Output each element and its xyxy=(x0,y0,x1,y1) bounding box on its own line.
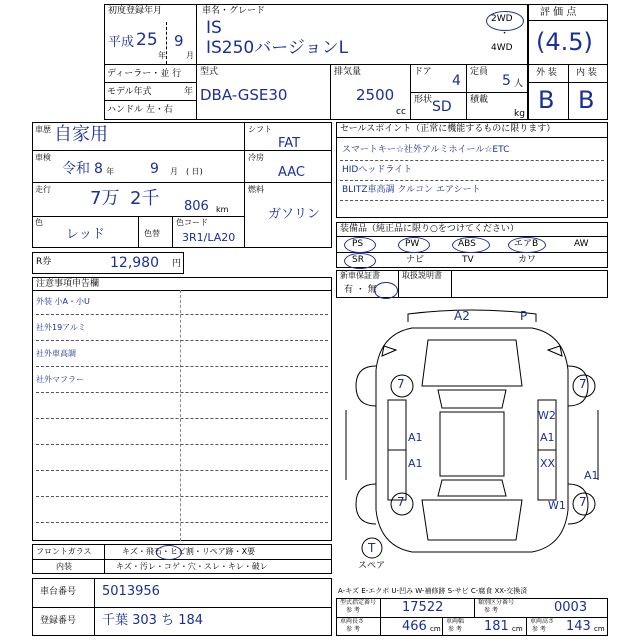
door-label: ドア xyxy=(414,67,432,77)
note-line-3: 社外車高調 xyxy=(36,349,76,358)
sales-line-1: スマートキー☆社外アルミホイール☆ETC xyxy=(342,145,510,155)
int-label: 内 装 xyxy=(576,68,597,78)
shift-value: FAT xyxy=(278,136,301,151)
manual-label: 取扱説明書 xyxy=(402,271,442,280)
dmg-xx: XX xyxy=(540,457,556,470)
displacement: 2500 xyxy=(356,86,395,104)
load-label: 積載 xyxy=(470,95,489,105)
car-name: IS xyxy=(206,18,222,38)
length-label: 車両長さ xyxy=(340,618,365,625)
mileage-label: 走行 xyxy=(35,185,51,194)
shift-label: シフト xyxy=(248,125,272,134)
note-rule xyxy=(36,418,328,419)
model-year-unit: 年 xyxy=(184,87,194,97)
class-label: 類別区分番号 xyxy=(478,599,515,606)
class-sub: 参 考 xyxy=(484,607,498,614)
equip-airbag: エアB xyxy=(514,239,539,249)
use-value: 自家用 xyxy=(54,124,108,145)
km-unit: km xyxy=(216,205,229,214)
mileage-rest: 806 xyxy=(184,199,209,214)
equipment-title: 装備品（純正品に限り○をつけてください） xyxy=(340,224,519,234)
equip-tv: TV xyxy=(462,255,474,265)
model-code: DBA-GSE30 xyxy=(200,86,288,104)
chip-circle xyxy=(156,545,182,560)
note-line-2: 社外19アルミ xyxy=(36,323,86,332)
chassis-number: 5013956 xyxy=(102,584,160,599)
car-name-label: 車名・グレード xyxy=(202,6,266,16)
score-value: (4.5) xyxy=(536,28,593,56)
recycle-yen: 円 xyxy=(172,259,182,269)
height-unit: cm xyxy=(594,625,605,633)
width-sub: 参 考 xyxy=(448,626,462,633)
model-year-label: モデル年式 xyxy=(107,87,152,97)
warranty-label: 新車保証書 xyxy=(340,271,380,280)
dmg-rear-left-tire: 7 xyxy=(397,495,405,509)
fuel-label: 燃料 xyxy=(248,185,264,194)
inspection-day: ( 日) xyxy=(186,167,203,176)
note-rule xyxy=(36,392,328,393)
spare-tire: T xyxy=(368,541,376,555)
reg-year: 25 xyxy=(136,30,158,50)
equip-pw: PW xyxy=(405,239,420,249)
score-label: 評 価 点 xyxy=(540,7,577,18)
equip-navi: ナビ xyxy=(406,255,425,265)
inspection-label: 車検 xyxy=(35,153,51,162)
model-code-label: 型式 xyxy=(200,67,219,77)
note-rule xyxy=(36,522,328,523)
dealer-label: ディーラー・並 行 xyxy=(107,69,182,79)
color-code: 3R1/LA20 xyxy=(182,231,236,244)
inspection-month-unit: 月 xyxy=(170,167,178,176)
mileage-man: 7万 xyxy=(90,188,120,209)
interior-label: 内装 xyxy=(56,562,72,571)
dmg-w2: W2 xyxy=(538,409,556,422)
width-label: 車両幅 xyxy=(446,618,465,625)
inspection-year: 8 xyxy=(94,161,103,177)
car-damage-diagram xyxy=(336,300,608,582)
note-line-1: 外装 小A・小U xyxy=(36,297,90,306)
note-rule xyxy=(36,366,328,367)
kg-unit: kg xyxy=(514,109,525,119)
drive-dot: ・ xyxy=(500,29,510,39)
mileage-sen: 2千 xyxy=(130,188,160,209)
sales-title: セールスポイント（正常に機能するものに限ります） xyxy=(340,124,556,134)
capacity-unit: 人 xyxy=(514,79,524,89)
drive-2wd: 2WD xyxy=(491,14,513,24)
dmg-a1-left-2: A1 xyxy=(408,457,423,470)
warranty-value: 有 ・ 無 xyxy=(344,285,377,295)
note-line-4: 社外マフラー xyxy=(36,375,84,384)
warranty-none-circle xyxy=(374,282,398,299)
use-label: 車歴 xyxy=(35,125,51,134)
equip-sr: SR xyxy=(352,255,364,265)
height-label: 車両高さ xyxy=(530,618,555,625)
dmg-rear-right-tire: 7 xyxy=(579,495,587,509)
spare-label: スペア xyxy=(358,561,386,571)
handle-label: ハンドル 左・右 xyxy=(107,105,173,115)
header-box xyxy=(104,4,528,120)
first-reg-label: 初度登録年月 xyxy=(108,6,163,16)
length-sub: 参 考 xyxy=(346,626,360,633)
ext-grade: B xyxy=(538,86,555,114)
reg-month: 9 xyxy=(174,32,184,50)
sales-line-2: HIDヘッドライト xyxy=(342,165,413,175)
inspection-year-unit: 年 xyxy=(106,167,114,176)
era: 平成 xyxy=(108,35,135,50)
reg-number: 千葉 303 ち 184 xyxy=(102,613,204,628)
color-label: 色 xyxy=(35,218,43,227)
reg-label: 登録番号 xyxy=(40,616,77,626)
damage-legend: A-キズ E-エクボ U-凹み W-補修跡 S-サビ C-腐食 XX-交換済 xyxy=(338,587,528,595)
equip-aw: AW xyxy=(574,239,589,249)
capacity: 5 xyxy=(502,73,511,89)
int-grade: B xyxy=(578,86,595,114)
width-value: 181 xyxy=(484,619,509,634)
ac-label: 冷房 xyxy=(248,153,264,162)
dmg-front-left-tire: 7 xyxy=(397,377,405,391)
chassis-label: 車台番号 xyxy=(40,587,77,597)
width-unit: cm xyxy=(512,625,523,633)
dmg-a1-right-1: A1 xyxy=(540,431,555,444)
cc-unit: cc xyxy=(396,107,406,117)
cert-number: 17522 xyxy=(402,600,444,615)
shape-label: 形状 xyxy=(414,95,433,105)
notes-title: 注意事項申告欄 xyxy=(36,279,100,289)
note-rule xyxy=(36,444,328,445)
fuel-value: ガソリン xyxy=(268,207,321,222)
dmg-front-right-tire: 7 xyxy=(579,377,587,391)
ac-value: AAC xyxy=(278,165,305,180)
notes-box xyxy=(32,277,332,541)
length-value: 466 xyxy=(402,619,427,634)
sales-line-3: BLITZ車高調 クルコン エアシート xyxy=(342,185,481,195)
grade: IS250バージョンL xyxy=(206,38,349,58)
doors: 4 xyxy=(452,73,461,89)
height-value: 143 xyxy=(566,619,591,634)
class-number: 0003 xyxy=(554,600,588,615)
year-unit: 年 xyxy=(158,51,166,60)
glass-label: フロントガラス xyxy=(36,547,92,556)
capacity-label: 定員 xyxy=(470,67,489,77)
note-rule xyxy=(36,314,328,315)
equip-ps: PS xyxy=(352,239,364,249)
note-rule xyxy=(36,496,328,497)
dmg-a1-far-right: A1 xyxy=(584,469,599,482)
color-value: レッド xyxy=(66,227,105,242)
month-unit: 月 xyxy=(186,51,194,60)
dmg-p: P xyxy=(520,309,528,323)
height-sub: 参 考 xyxy=(532,626,546,633)
glass-text: キズ・飛石・ヒビ割・リペア跡・X要 xyxy=(122,547,256,556)
color-change-label: 色替 xyxy=(144,229,160,238)
dmg-a2: A2 xyxy=(454,309,470,323)
inspection-era: 令和 xyxy=(62,161,90,177)
length-unit: cm xyxy=(430,625,441,633)
displacement-label: 排気量 xyxy=(334,67,362,77)
interior-text: キズ・汚レ・コゲ・穴・スレ・キレ・破レ xyxy=(116,562,268,571)
recycle-amount: 12,980 xyxy=(110,255,159,271)
equip-abs: ABS xyxy=(458,239,476,249)
note-rule xyxy=(36,340,328,341)
dmg-a1-left-1: A1 xyxy=(408,431,423,444)
recycle-box xyxy=(32,252,184,274)
ext-label: 外 装 xyxy=(536,68,557,78)
color-code-label: 色コード xyxy=(176,218,208,227)
shape: SD xyxy=(432,99,452,115)
recycle-label: R券 xyxy=(36,257,52,267)
inspection-month: 9 xyxy=(150,161,159,177)
drive-4wd: 4WD xyxy=(491,43,513,53)
note-rule xyxy=(36,470,328,471)
equip-leather: カワ xyxy=(518,255,537,265)
cert-label: 型式指定番号 xyxy=(340,599,377,606)
dmg-w1: W1 xyxy=(548,499,566,512)
cert-sub: 参 考 xyxy=(346,607,360,614)
